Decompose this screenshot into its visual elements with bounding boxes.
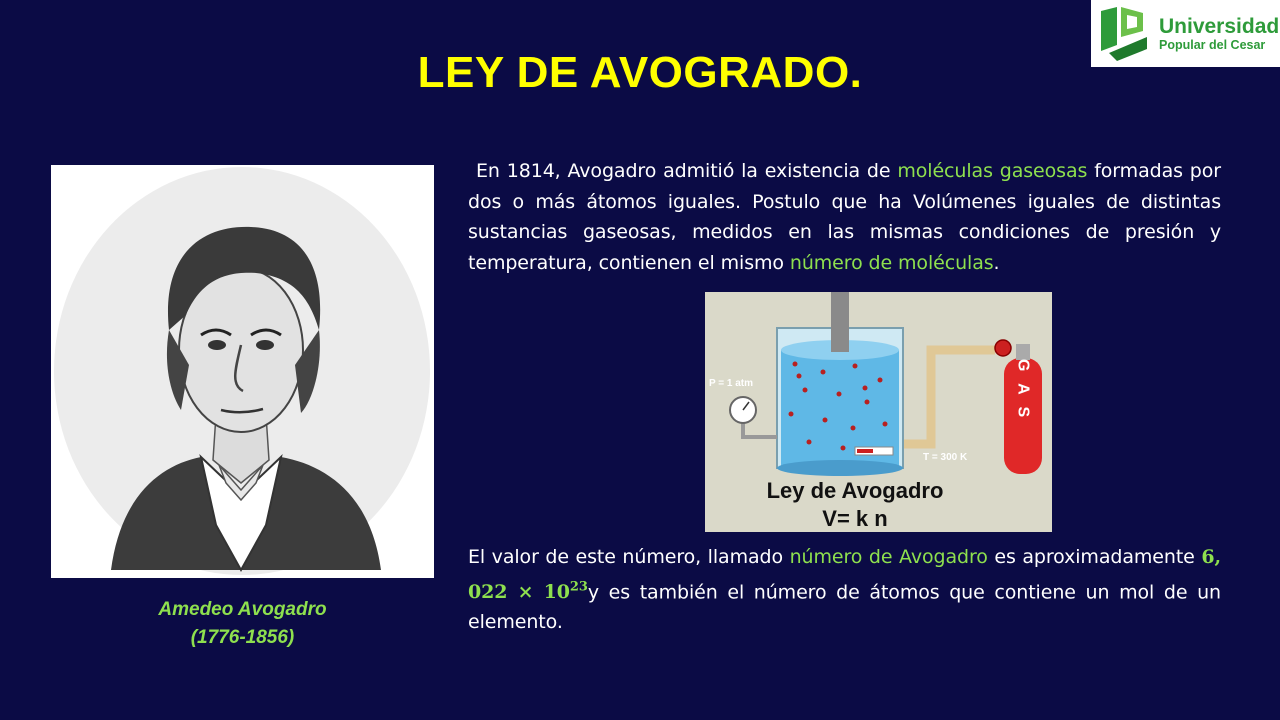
para1-text1: En 1814, Avogadro admitió la existencia de <box>476 160 898 182</box>
pressure-label: P = 1 atm <box>709 378 754 389</box>
para2-highlight-avogadro: número de Avogadro <box>789 546 988 568</box>
paragraph-avogadro-number <box>468 542 1221 638</box>
para2-text2: es aproximadamente <box>987 546 1202 568</box>
temperature-label: T = 300 K <box>923 452 968 463</box>
cylinder-label: G A S <box>1014 358 1032 422</box>
constant-exponent: 23 <box>569 579 588 595</box>
avogadro-portrait <box>51 165 434 578</box>
para1-highlight-molecules: moléculas gaseosas <box>897 160 1088 182</box>
caption-years: (1776-1856) <box>190 627 295 648</box>
law-formula: V= k n <box>822 506 888 531</box>
constant-base: 6, 022 × 10 <box>468 546 1221 603</box>
para2-text3: y es también el número de átomos que contiene un mol de un elemento. <box>468 580 1221 634</box>
paragraph-intro <box>468 156 1221 278</box>
law-name: Ley de Avogadro <box>766 478 944 503</box>
para1-text3: . <box>993 251 1000 274</box>
caption-name: Amedeo Avogadro <box>158 599 327 620</box>
slide-title: LEY DE AVOGRADO. <box>417 48 863 97</box>
portrait-caption <box>51 596 434 652</box>
para2-text1: El valor de este número, llamado <box>468 546 790 568</box>
para1-highlight-number: número de moléculas <box>789 251 994 274</box>
logo-line2: Popular del Cesar <box>1159 37 1266 52</box>
logo-line1: Universidad <box>1159 14 1280 38</box>
avogadro-diagram <box>705 292 1052 532</box>
para1-text2: formadas por dos o más átomos iguales. Postulo que ha Volúmenes iguales de distintas sustancias gaseosas, medidos en las mismas condiciones de presión y temperatura, contienen el mismo <box>468 160 1222 274</box>
